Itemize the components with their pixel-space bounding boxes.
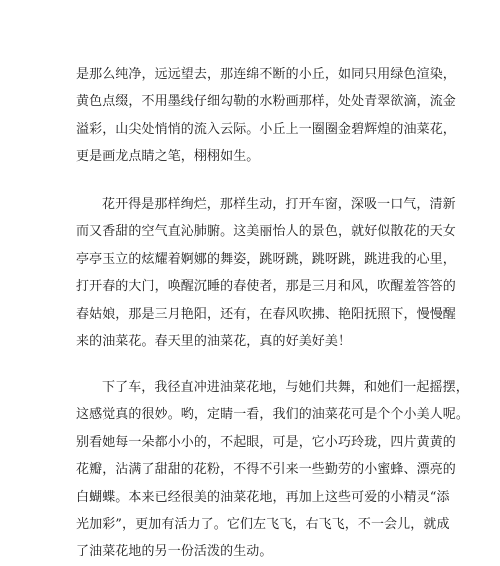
text-line: 来的油菜花。春天里的油菜花，真的好美好美！ xyxy=(76,333,352,349)
paragraph-1 xyxy=(76,61,456,171)
text-line: 溢彩，山尖处悄悄的流入云际。小丘上一圈圈金碧辉煌的油菜花， xyxy=(76,121,456,137)
text-line: 别看她每一朵都小小的，不起眼，可是，它小巧玲珑，四片黄黄的 xyxy=(76,434,456,450)
text-line: 了油菜花地的另一份活泼的生动。 xyxy=(76,544,273,560)
text-line: 是那么纯净，远远望去，那连绵不断的小丘，如同只用绿色渲染， xyxy=(76,67,456,82)
text-line: 亭亭玉立的炫耀着婀娜的舞姿，跳呀跳，跳呀跳，跳进我的心里， xyxy=(76,251,456,267)
text-line: 春姑娘，那是三月艳阳，还有，在春风吹拂、艳阳抚照下，慢慢醒 xyxy=(76,306,456,322)
text-line: 花瓣，沾满了甜甜的花粉，不得不引来一些勤劳的小蜜蜂、漂亮的 xyxy=(76,462,456,478)
text-line: 黄色点缀，不用墨线仔细勾勒的水粉画那样，处处青翠欲滴，流金 xyxy=(76,94,456,110)
text-line-first: 下了车，我径直冲进油菜花地，与她们共舞，和她们一起摇摆， xyxy=(102,380,469,395)
text-line: 打开春的大门，唤醒沉睡的春使者，那是三月和风，吹醒羞答答的 xyxy=(76,279,456,295)
paragraph-2 xyxy=(76,191,456,355)
text-line: 更是画龙点睛之笔，栩栩如生。 xyxy=(76,149,260,165)
text-line: 而又香甜的空气直沁肺腑。这美丽怡人的景色，就好似散花的天女 xyxy=(76,224,456,240)
text-line-first: 花开得是那样绚烂，那样生动，打开车窗，深吸一口气，清新 xyxy=(102,197,456,212)
text-line: 这感觉真的很妙。哟，定睛一看，我们的油菜花可是个个小美人呢。 xyxy=(76,407,470,423)
text-line: 白蝴蝶。本来已经很美的油菜花地，再加上这些可爱的小精灵“添 xyxy=(76,489,450,505)
paragraph-3 xyxy=(76,374,470,566)
text-line: 光加彩”，更加有活力了。它们左飞飞，右飞飞，不一会儿，就成 xyxy=(76,516,450,532)
